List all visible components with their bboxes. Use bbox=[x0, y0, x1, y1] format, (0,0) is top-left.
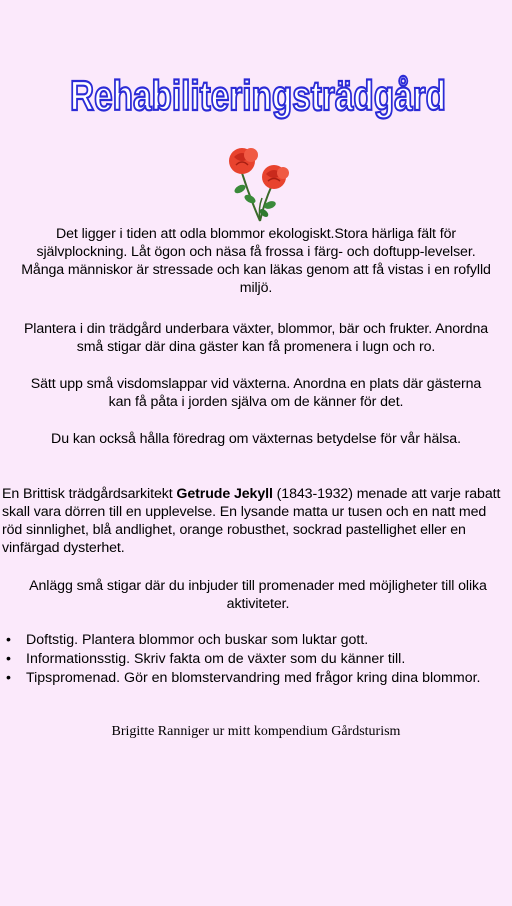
bullet-icon: • bbox=[6, 632, 11, 648]
signature: Brigitte Ranniger ur mitt kompendium Gårdsturism bbox=[111, 724, 401, 739]
page-title bbox=[0, 60, 512, 120]
list-item: Doftstig. Plantera blommor och buskar som luktar gott. bbox=[26, 632, 369, 648]
intro-paragraph: Det ligger i tiden att odla blommor ekologiskt.Stora härliga fält för självplockning. Låt ögon och näsa få frossa i färg- och doftupp-levelser. Många människor är stressade och kan läkas genom att få vistas i en rofylld miljö. bbox=[21, 226, 491, 296]
jekyll-text-before: En Brittisk trädgårdsarkitekt bbox=[2, 486, 177, 502]
jekyll-name: Getrude Jekyll bbox=[176, 486, 273, 502]
bullet-icon: • bbox=[6, 651, 11, 667]
list-item: Informationsstig. Skriv fakta om de växter som du känner till. bbox=[26, 651, 406, 667]
jekyll-paragraph bbox=[2, 485, 502, 557]
signs-paragraph: Sätt upp små visdomslappar vid växterna. Anordna en plats där gästerna kan få påta i jorden själva om de känner för det. bbox=[30, 376, 482, 410]
roses-icon bbox=[220, 143, 298, 223]
plant-paragraph: Plantera i din trädgård underbara växter, blommor, bär och frukter. Anordna små stigar där dina gäster kan få promenera i lugn och ro. bbox=[23, 321, 489, 355]
bullet-icon: • bbox=[6, 670, 11, 686]
jekyll-text-after: (1843-1932) menade att varje rabatt skall vara dörren till en upplevelse. En lysande matta ur tusen och en natt med röd sinnlighet, blå andlighet, orange robusthet, sockrad pastellighet eller en vinfärgad dysterhet. bbox=[2, 486, 501, 556]
paths-paragraph: Anlägg små stigar där du inbjuder till promenader med möjligheter till olika aktiviteter. bbox=[29, 578, 487, 612]
list-item: Tipspromenad. Gör en blomstervandring med frågor kring dina blommor. bbox=[26, 670, 481, 686]
lecture-paragraph: Du kan också hålla föredrag om växternas betydelse för vår hälsa. bbox=[51, 431, 461, 447]
page-title-text: Rehabiliteringsträdgård bbox=[70, 72, 446, 119]
